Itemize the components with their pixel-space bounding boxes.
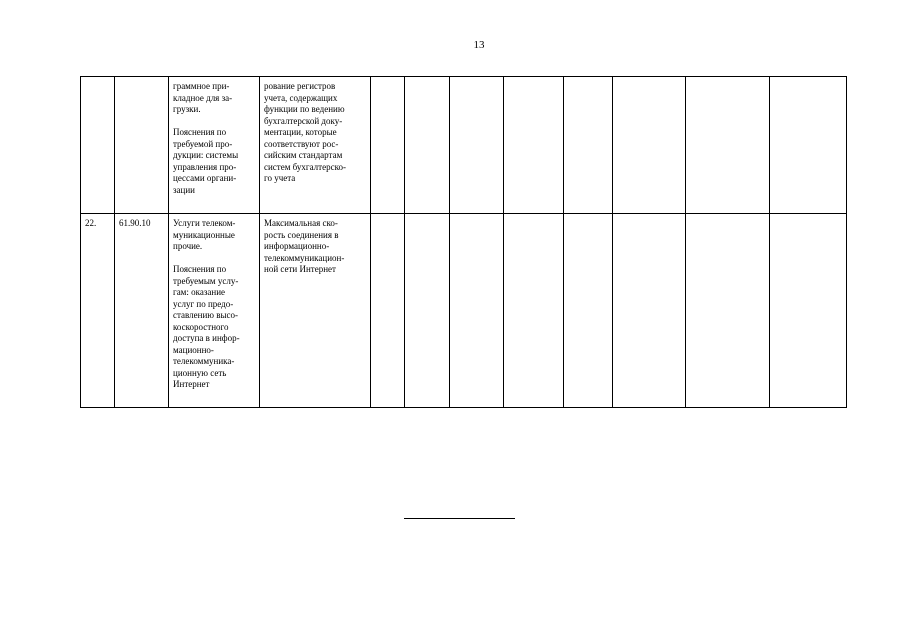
cell-empty — [371, 77, 405, 214]
cell-empty — [405, 77, 450, 214]
cell-empty — [450, 77, 504, 214]
cell-characteristic: Максимальная ско- рость соединения в информационно- телекоммуникацион- ной сети Интернет — [260, 214, 371, 408]
cell-number: 22. — [81, 214, 115, 408]
cell-number — [81, 77, 115, 214]
cell-empty — [770, 214, 847, 408]
cell-code — [115, 77, 169, 214]
cell-empty — [371, 214, 405, 408]
cell-empty — [405, 214, 450, 408]
page-number: 13 — [473, 39, 485, 51]
cell-name: Услуги телеком- муникационные прочие. Пояснения по требуемым услу- гам: оказание услуг по предо- ставлению высо- коскоростного доступа в инфор- мационно- телекоммуника- ционную сеть Интернет — [169, 214, 260, 408]
cell-code: 61.90.10 — [115, 214, 169, 408]
cell-characteristic: рование регистров учета, содержащих функции по ведению бухгалтерской доку- ментации, которые соответствуют рос- сийским стандартам систем бухгалтерско- го учета — [260, 77, 371, 214]
table-row — [81, 214, 847, 408]
cell-empty — [686, 77, 770, 214]
cell-empty — [450, 214, 504, 408]
requirements-table — [80, 76, 847, 408]
cell-empty — [504, 77, 564, 214]
cell-empty — [564, 77, 613, 214]
cell-empty — [613, 77, 686, 214]
cell-empty — [504, 214, 564, 408]
footnote-separator — [404, 518, 515, 519]
cell-empty — [686, 214, 770, 408]
cell-name: граммное при- кладное для за- грузки. Пояснения по требуемой про- дукции: системы управления про- цессами органи- зации — [169, 77, 260, 214]
cell-empty — [770, 77, 847, 214]
cell-empty — [613, 214, 686, 408]
cell-empty — [564, 214, 613, 408]
table-row — [81, 77, 847, 214]
